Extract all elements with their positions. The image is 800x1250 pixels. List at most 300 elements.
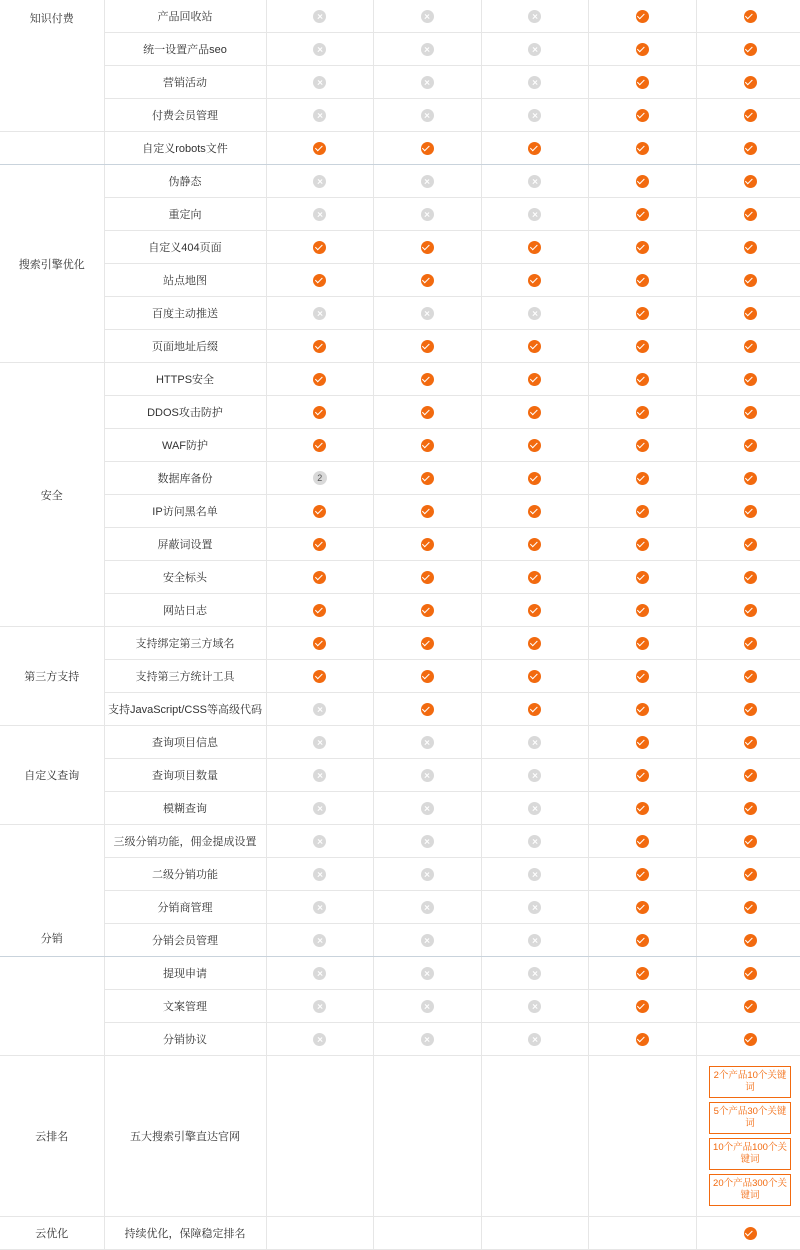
value-cell xyxy=(589,0,697,33)
category-cell xyxy=(0,132,104,165)
check-circle-icon xyxy=(421,637,434,650)
category-cell xyxy=(0,957,104,1056)
value-cell xyxy=(481,561,589,594)
cross-circle-icon xyxy=(313,835,326,848)
value-cell xyxy=(266,990,374,1023)
value-cell xyxy=(589,858,697,891)
check-circle-icon xyxy=(636,538,649,551)
value-cell xyxy=(374,759,482,792)
value-cell xyxy=(374,66,482,99)
table-row xyxy=(0,594,800,627)
table-row xyxy=(0,0,800,33)
table-row xyxy=(0,396,800,429)
value-cell xyxy=(266,561,374,594)
value-cell xyxy=(374,495,482,528)
check-circle-icon xyxy=(636,109,649,122)
value-cell xyxy=(696,594,800,627)
value-cell xyxy=(481,33,589,66)
value-cell xyxy=(374,1023,482,1056)
check-circle-icon xyxy=(636,670,649,683)
value-cell xyxy=(589,561,697,594)
value-cell xyxy=(481,1217,589,1250)
table-row xyxy=(0,1056,800,1217)
value-cell xyxy=(589,297,697,330)
value-cell xyxy=(374,165,482,198)
value-cell xyxy=(589,330,697,363)
table-row xyxy=(0,693,800,726)
check-circle-icon xyxy=(313,406,326,419)
cross-circle-icon xyxy=(313,175,326,188)
check-circle-icon xyxy=(744,439,757,452)
feature-name: 伪静态 xyxy=(104,165,266,198)
category-label: 知识付费 xyxy=(29,13,74,25)
value-cell xyxy=(589,495,697,528)
check-circle-icon xyxy=(528,703,541,716)
check-circle-icon xyxy=(744,472,757,485)
check-circle-icon xyxy=(421,604,434,617)
table-row xyxy=(0,297,800,330)
value-cell xyxy=(696,924,800,957)
value-cell xyxy=(266,462,374,495)
value-cell xyxy=(696,264,800,297)
check-circle-icon xyxy=(636,835,649,848)
value-cell xyxy=(589,462,697,495)
check-circle-icon xyxy=(636,868,649,881)
value-cell xyxy=(481,264,589,297)
feature-name: 持续优化，保障稳定排名 xyxy=(104,1217,266,1250)
check-circle-icon xyxy=(744,76,757,89)
value-cell xyxy=(266,198,374,231)
value-cell xyxy=(481,0,589,33)
check-circle-icon xyxy=(421,571,434,584)
cross-circle-icon xyxy=(313,736,326,749)
cross-circle-icon xyxy=(528,835,541,848)
value-cell xyxy=(696,66,800,99)
table-row xyxy=(0,429,800,462)
cross-circle-icon xyxy=(421,208,434,221)
value-cell xyxy=(266,1056,374,1217)
value-cell xyxy=(589,528,697,561)
value-cell xyxy=(374,693,482,726)
table-row xyxy=(0,264,800,297)
check-circle-icon xyxy=(313,439,326,452)
check-circle-icon xyxy=(528,241,541,254)
check-circle-icon xyxy=(528,604,541,617)
category-label: 搜索引擎优化 xyxy=(18,258,85,271)
cross-circle-icon xyxy=(421,307,434,320)
feature-name: 三级分销功能，佣金提成设置 xyxy=(104,825,266,858)
value-cell xyxy=(589,66,697,99)
cross-circle-icon xyxy=(313,967,326,980)
feature-name: 支持绑定第三方域名 xyxy=(104,627,266,660)
cross-circle-icon xyxy=(313,802,326,815)
check-circle-icon xyxy=(528,538,541,551)
check-circle-icon xyxy=(636,340,649,353)
check-circle-icon xyxy=(528,505,541,518)
check-circle-icon xyxy=(636,637,649,650)
cross-circle-icon xyxy=(528,307,541,320)
cross-circle-icon xyxy=(528,208,541,221)
value-cell xyxy=(589,726,697,759)
value-cell xyxy=(696,957,800,990)
value-cell xyxy=(266,297,374,330)
value-cell xyxy=(481,759,589,792)
value-cell xyxy=(589,594,697,627)
value-cell xyxy=(374,462,482,495)
feature-name: 数据库备份 xyxy=(104,462,266,495)
value-cell xyxy=(481,297,589,330)
cross-circle-icon xyxy=(421,769,434,782)
table-row xyxy=(0,759,800,792)
value-cell xyxy=(696,1023,800,1056)
check-circle-icon xyxy=(636,274,649,287)
check-circle-icon xyxy=(744,175,757,188)
cross-circle-icon xyxy=(313,1000,326,1013)
value-cell xyxy=(374,594,482,627)
category-label: 自定义查询 xyxy=(24,770,80,782)
feature-name: 五大搜索引擎直达官网 xyxy=(104,1056,266,1217)
value-cell xyxy=(589,198,697,231)
cross-circle-icon xyxy=(313,703,326,716)
check-circle-icon xyxy=(744,43,757,56)
check-circle-icon xyxy=(421,472,434,485)
value-cell xyxy=(481,66,589,99)
check-circle-icon xyxy=(744,670,757,683)
cross-circle-icon xyxy=(528,1033,541,1046)
value-cell xyxy=(481,792,589,825)
value-cell xyxy=(266,792,374,825)
check-circle-icon xyxy=(744,1000,757,1013)
value-cell xyxy=(696,462,800,495)
category-cell xyxy=(0,726,104,825)
feature-name: 重定向 xyxy=(104,198,266,231)
check-circle-icon xyxy=(313,373,326,386)
check-circle-icon xyxy=(636,307,649,320)
value-cell xyxy=(481,660,589,693)
check-circle-icon xyxy=(421,703,434,716)
feature-name: 分销会员管理 xyxy=(104,924,266,957)
value-cell xyxy=(696,792,800,825)
check-circle-icon xyxy=(744,967,757,980)
check-circle-icon xyxy=(744,1227,757,1240)
cross-circle-icon xyxy=(313,901,326,914)
value-cell xyxy=(374,792,482,825)
value-cell xyxy=(696,726,800,759)
table-row xyxy=(0,33,800,66)
value-cell xyxy=(266,924,374,957)
cross-circle-icon xyxy=(528,109,541,122)
check-circle-icon xyxy=(636,208,649,221)
value-cell xyxy=(374,33,482,66)
value-cell xyxy=(266,33,374,66)
cross-circle-icon xyxy=(421,1000,434,1013)
value-cell xyxy=(696,660,800,693)
check-circle-icon xyxy=(744,307,757,320)
value-cell xyxy=(589,627,697,660)
cross-circle-icon xyxy=(313,76,326,89)
table-row xyxy=(0,726,800,759)
value-cell xyxy=(266,264,374,297)
check-circle-icon xyxy=(313,142,326,155)
table-row xyxy=(0,561,800,594)
value-cell xyxy=(266,858,374,891)
check-circle-icon xyxy=(744,142,757,155)
table-row xyxy=(0,660,800,693)
value-cell xyxy=(266,99,374,132)
value-cell xyxy=(374,363,482,396)
check-circle-icon xyxy=(636,967,649,980)
cross-circle-icon xyxy=(421,43,434,56)
check-circle-icon xyxy=(421,406,434,419)
category-label: 第三方支持 xyxy=(24,671,80,683)
value-cell xyxy=(481,99,589,132)
value-cell xyxy=(481,330,589,363)
value-cell xyxy=(266,231,374,264)
check-circle-icon xyxy=(744,505,757,518)
table-row xyxy=(0,198,800,231)
value-cell xyxy=(696,132,800,165)
feature-name: WAF防护 xyxy=(104,429,266,462)
check-circle-icon xyxy=(528,406,541,419)
cross-circle-icon xyxy=(421,901,434,914)
check-circle-icon xyxy=(636,736,649,749)
feature-name: 查询项目信息 xyxy=(104,726,266,759)
value-cell xyxy=(266,132,374,165)
cross-circle-icon xyxy=(313,1033,326,1046)
keyword-package-list xyxy=(696,1056,800,1217)
feature-name: 站点地图 xyxy=(104,264,266,297)
table-row xyxy=(0,165,800,198)
value-cell xyxy=(696,561,800,594)
value-cell xyxy=(696,396,800,429)
check-circle-icon xyxy=(528,571,541,584)
feature-name: 自定义robots文件 xyxy=(104,132,266,165)
value-cell xyxy=(696,990,800,1023)
keyword-package-option[interactable]: 5个产品30个关键词 xyxy=(709,1102,791,1134)
check-circle-icon xyxy=(744,1033,757,1046)
table-row xyxy=(0,1023,800,1056)
check-circle-icon xyxy=(421,538,434,551)
feature-name: 页面地址后缀 xyxy=(104,330,266,363)
value-cell xyxy=(589,825,697,858)
value-cell xyxy=(696,1217,800,1250)
feature-name: 分销协议 xyxy=(104,1023,266,1056)
value-cell xyxy=(589,1023,697,1056)
check-circle-icon xyxy=(313,505,326,518)
value-cell xyxy=(696,528,800,561)
table-row xyxy=(0,363,800,396)
check-circle-icon xyxy=(421,274,434,287)
cross-circle-icon xyxy=(528,901,541,914)
cross-circle-icon xyxy=(528,736,541,749)
value-cell xyxy=(589,132,697,165)
feature-name: HTTPS安全 xyxy=(104,363,266,396)
value-cell xyxy=(374,825,482,858)
check-circle-icon xyxy=(744,769,757,782)
check-circle-icon xyxy=(636,472,649,485)
check-circle-icon xyxy=(421,340,434,353)
check-circle-icon xyxy=(636,1033,649,1046)
keyword-package-option[interactable]: 10个产品100个关键词 xyxy=(709,1138,791,1170)
check-circle-icon xyxy=(528,373,541,386)
check-circle-icon xyxy=(744,802,757,815)
table-row xyxy=(0,132,800,165)
value-cell xyxy=(481,957,589,990)
keyword-package-option[interactable]: 20个产品300个关键词 xyxy=(709,1174,791,1206)
value-cell xyxy=(481,231,589,264)
cross-circle-icon xyxy=(313,934,326,947)
value-cell xyxy=(374,198,482,231)
value-cell xyxy=(696,33,800,66)
cross-circle-icon xyxy=(313,43,326,56)
check-circle-icon xyxy=(528,472,541,485)
table-row xyxy=(0,1217,800,1250)
cross-circle-icon xyxy=(528,967,541,980)
value-cell xyxy=(266,1023,374,1056)
value-cell xyxy=(481,198,589,231)
value-cell xyxy=(266,0,374,33)
cross-circle-icon xyxy=(313,208,326,221)
check-circle-icon xyxy=(313,670,326,683)
value-cell xyxy=(589,924,697,957)
value-cell xyxy=(266,429,374,462)
value-cell xyxy=(266,165,374,198)
value-cell xyxy=(589,1217,697,1250)
value-cell xyxy=(589,693,697,726)
check-circle-icon xyxy=(313,274,326,287)
value-cell xyxy=(696,891,800,924)
value-cell xyxy=(374,990,482,1023)
category-cell xyxy=(0,825,104,957)
check-circle-icon xyxy=(528,637,541,650)
cross-circle-icon xyxy=(421,736,434,749)
value-cell xyxy=(696,198,800,231)
feature-name: 提现申请 xyxy=(104,957,266,990)
value-cell xyxy=(589,759,697,792)
cross-circle-icon xyxy=(313,10,326,23)
cross-circle-icon xyxy=(528,1000,541,1013)
check-circle-icon xyxy=(744,241,757,254)
value-cell xyxy=(696,759,800,792)
table-row xyxy=(0,924,800,957)
value-cell xyxy=(481,726,589,759)
table-row xyxy=(0,66,800,99)
value-cell xyxy=(481,429,589,462)
value-cell xyxy=(481,627,589,660)
check-circle-icon xyxy=(744,373,757,386)
check-circle-icon xyxy=(313,604,326,617)
value-cell xyxy=(374,99,482,132)
cross-circle-icon xyxy=(313,307,326,320)
category-label: 分销 xyxy=(40,933,63,945)
check-circle-icon xyxy=(636,175,649,188)
table-row xyxy=(0,957,800,990)
category-label: 云排名 xyxy=(0,1056,104,1217)
value-cell xyxy=(696,825,800,858)
value-cell xyxy=(589,264,697,297)
value-cell xyxy=(481,1056,589,1217)
cross-circle-icon xyxy=(528,769,541,782)
table-row xyxy=(0,462,800,495)
check-circle-icon xyxy=(421,670,434,683)
value-cell xyxy=(696,429,800,462)
feature-name: 统一设置产品seo xyxy=(104,33,266,66)
value-cell xyxy=(481,1023,589,1056)
cross-circle-icon xyxy=(528,868,541,881)
check-circle-icon xyxy=(744,703,757,716)
feature-name: 文案管理 xyxy=(104,990,266,1023)
check-circle-icon xyxy=(744,868,757,881)
value-cell xyxy=(266,726,374,759)
value-cell xyxy=(266,528,374,561)
check-circle-icon xyxy=(744,604,757,617)
cross-circle-icon xyxy=(313,769,326,782)
cross-circle-icon xyxy=(421,967,434,980)
value-cell xyxy=(266,495,374,528)
check-circle-icon xyxy=(313,538,326,551)
value-cell xyxy=(696,297,800,330)
value-cell xyxy=(374,891,482,924)
value-cell xyxy=(481,396,589,429)
feature-name: 查询项目数量 xyxy=(104,759,266,792)
feature-name: 支持JavaScript/CSS等高级代码 xyxy=(104,693,266,726)
cross-circle-icon xyxy=(421,10,434,23)
check-circle-icon xyxy=(636,604,649,617)
cross-circle-icon xyxy=(313,868,326,881)
feature-name: 模糊查询 xyxy=(104,792,266,825)
cross-circle-icon xyxy=(528,934,541,947)
check-circle-icon xyxy=(421,373,434,386)
table-row xyxy=(0,792,800,825)
check-circle-icon xyxy=(744,10,757,23)
value-cell xyxy=(374,627,482,660)
value-cell xyxy=(696,495,800,528)
value-cell xyxy=(589,990,697,1023)
value-cell xyxy=(589,1056,697,1217)
value-cell xyxy=(696,627,800,660)
check-circle-icon xyxy=(421,142,434,155)
value-cell xyxy=(481,462,589,495)
cross-circle-icon xyxy=(528,43,541,56)
value-cell xyxy=(266,330,374,363)
check-circle-icon xyxy=(744,901,757,914)
check-circle-icon xyxy=(528,142,541,155)
keyword-package-option[interactable]: 2个产品10个关键词 xyxy=(709,1066,791,1098)
check-circle-icon xyxy=(744,736,757,749)
value-cell xyxy=(374,231,482,264)
feature-name: IP访问黑名单 xyxy=(104,495,266,528)
table-row xyxy=(0,330,800,363)
value-cell xyxy=(374,858,482,891)
check-circle-icon xyxy=(636,571,649,584)
value-cell xyxy=(589,165,697,198)
check-circle-icon xyxy=(421,241,434,254)
cross-circle-icon xyxy=(421,802,434,815)
check-circle-icon xyxy=(636,505,649,518)
value-cell xyxy=(481,891,589,924)
check-circle-icon xyxy=(744,538,757,551)
value-cell xyxy=(374,957,482,990)
check-circle-icon xyxy=(636,406,649,419)
feature-name: 安全标头 xyxy=(104,561,266,594)
value-cell xyxy=(589,99,697,132)
feature-name: 网站日志 xyxy=(104,594,266,627)
value-cell xyxy=(696,363,800,396)
value-cell xyxy=(696,231,800,264)
value-cell xyxy=(481,528,589,561)
check-circle-icon xyxy=(744,406,757,419)
check-circle-icon xyxy=(528,274,541,287)
